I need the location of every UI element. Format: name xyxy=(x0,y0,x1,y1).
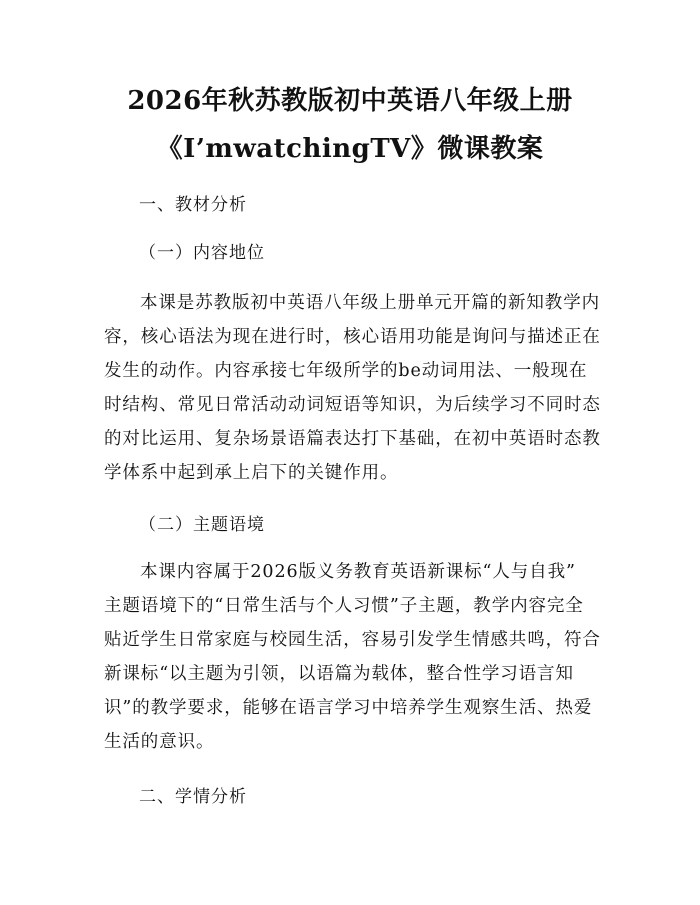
paragraph-line: 新课标“以主题为引领，以语篇为载体，整合性学习语言知 xyxy=(104,664,574,684)
paragraph-line: 的对比运用、复杂场景语篇表达打下基础，在初中英语时态教 xyxy=(104,429,601,449)
paragraph-theme-context xyxy=(104,555,604,759)
document-title-line-1: 2026年秋苏教版初中英语八年级上册 xyxy=(127,86,573,116)
paragraph-content-position xyxy=(104,286,604,490)
paragraph-line: 发生的动作。内容承接七年级所学的be动词用法、一般现在 xyxy=(104,361,588,381)
section-heading-learner-analysis: 二、学情分析 xyxy=(139,787,247,807)
paragraph-line: 识”的教学要求，能够在语言学习中培养学生观察生活、热爱 xyxy=(104,698,593,718)
paragraph-line: 时结构、常见日常活动动词短语等知识，为后续学习不同时态 xyxy=(104,395,601,415)
section-heading-textbook-analysis: 一、教材分析 xyxy=(139,195,247,215)
paragraph-line: 主题语境下的“日常生活与个人习惯”子主题，教学内容完全 xyxy=(104,596,584,616)
subsection-heading-theme-context: （二）主题语境 xyxy=(139,515,265,535)
paragraph-line: 贴近学生日常家庭与校园生活，容易引发学生情感共鸣，符合 xyxy=(104,630,601,650)
paragraph-line: 学体系中起到承上启下的关键作用。 xyxy=(104,463,399,483)
paragraph-line: 本课内容属于2026版义务教育英语新课标“人与自我” xyxy=(140,562,576,582)
paragraph-line: 容，核心语法为现在进行时，核心语用功能是询问与描述正在 xyxy=(104,327,601,347)
subsection-heading-content-position: （一）内容地位 xyxy=(139,243,265,263)
paragraph-line: 本课是苏教版初中英语八年级上册单元开篇的新知教学内 xyxy=(140,293,600,313)
paragraph-line: 生活的意识。 xyxy=(104,732,215,752)
document-title-line-2: 《I’mwatchingTV》微课教案 xyxy=(156,134,544,164)
